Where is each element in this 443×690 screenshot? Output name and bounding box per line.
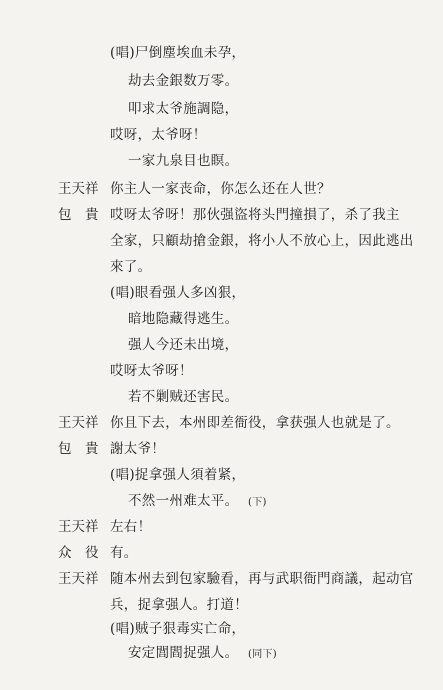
script-line: 暗地隐藏得逃生。	[128, 311, 239, 327]
script-line: 你且下去，本州即差衙役，拿获强人也就是了。	[110, 415, 400, 431]
stage-direction: (同下)	[248, 649, 278, 660]
script-line: 劫去金銀数万零。	[128, 73, 239, 89]
script-line: (唱)眼看强人多凶狠，	[110, 285, 246, 301]
script-line: 随本州去到包家驗看，再与武职衙門商議，起动官	[110, 571, 414, 587]
script-line: 謝太爷！	[110, 441, 166, 457]
script-line: 兵，捉拿强人。打道！	[110, 597, 248, 613]
script-line: 左右！	[110, 519, 152, 535]
script-line: 哎呀，太爷呀！	[110, 127, 207, 143]
script-line: 强人今还未出境，	[128, 337, 239, 353]
script-line: 你主人一家丧命，你怎么还在人世？	[110, 181, 331, 197]
script-line: 安定閭閻捉强人。	[128, 645, 239, 661]
speaker-name: 王天祥	[58, 571, 99, 587]
speaker-name: 包 貴	[58, 207, 99, 223]
speaker-name: 众 役	[58, 545, 99, 561]
stage-direction: (下)	[248, 497, 267, 508]
script-line: 有。	[110, 545, 138, 561]
script-line: (唱)贼子狠毒实亡命，	[110, 621, 246, 637]
script-line: 哎呀太爷呀！那伙强盜将头門撞損了，杀了我主	[110, 207, 400, 223]
script-line: (唱)捉拿强人須着紧，	[110, 467, 246, 483]
script-line: 全家，只顧劫搶金銀，将小人不放心上，因此逃出	[110, 233, 414, 249]
script-line: 叩求太爷施調隐，	[128, 101, 239, 117]
speaker-name: 王天祥	[58, 415, 99, 431]
script-line: 來了。	[110, 259, 152, 275]
script-line: 若不剿贼还害民。	[128, 389, 239, 405]
script-line: (唱)尸倒塵埃血未孕，	[110, 45, 246, 61]
script-line: 一家九泉目也瞑。	[128, 153, 239, 169]
script-line: 不然一州难太平。	[128, 493, 239, 509]
speaker-name: 王天祥	[58, 519, 99, 535]
speaker-name: 王天祥	[58, 181, 99, 197]
script-line: 哎呀太爷呀！	[110, 363, 193, 379]
speaker-name: 包 貴	[58, 441, 99, 457]
